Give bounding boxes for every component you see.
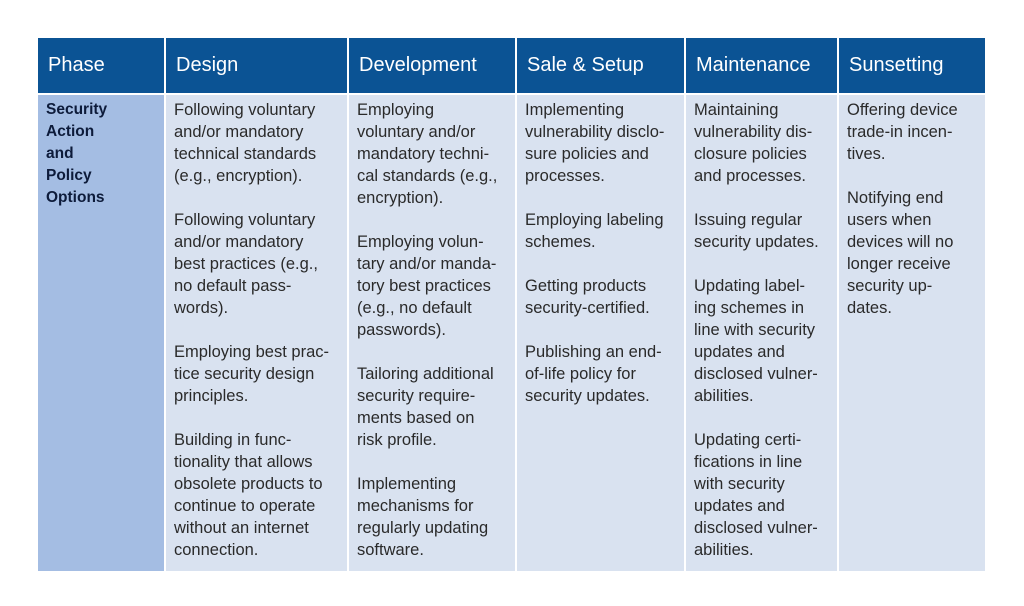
bullet-line: with security: [694, 475, 785, 493]
bullet-item: [847, 187, 977, 319]
bullet-line: best practices (e.g.,: [174, 255, 318, 273]
bullet-item: [847, 99, 977, 165]
row-label-security-action-policy-options: [38, 95, 164, 571]
bullet-line: voluntary and/or: [357, 123, 476, 141]
bullet-line: (e.g., no default: [357, 299, 472, 317]
bullet-line: disclosed vulner-: [694, 519, 818, 537]
bullet-item: [525, 341, 676, 407]
cell-design: [166, 95, 347, 571]
bullet-line: processes.: [525, 167, 605, 185]
bullet-line: mandatory techni-: [357, 145, 490, 163]
bullet-line: dates.: [847, 299, 892, 317]
bullet-item: [357, 231, 507, 341]
bullet-line: Implementing: [357, 475, 457, 493]
bullet-line: Updating certi-: [694, 431, 802, 449]
bullet-item: [357, 473, 507, 561]
bullet-line: principles.: [174, 387, 249, 405]
bullet-line: disclosed vulner-: [694, 365, 818, 383]
bullet-line: and/or mandatory: [174, 123, 304, 141]
cell-sale-setup: [517, 95, 684, 571]
bullet-line: software.: [357, 541, 424, 559]
bullet-line: vulnerability disclo-: [525, 123, 665, 141]
bullet-line: updates and: [694, 343, 785, 361]
bullet-item: [357, 99, 507, 209]
bullet-line: Issuing regular: [694, 211, 803, 229]
bullet-line: schemes.: [525, 233, 596, 251]
bullet-line: Offering device: [847, 101, 958, 119]
header-phase: Phase: [38, 38, 164, 93]
bullet-line: line with security: [694, 321, 816, 339]
header-maintenance: Maintenance: [686, 38, 837, 93]
header-design: Design: [166, 38, 347, 93]
bullet-line: security updates.: [694, 233, 819, 251]
bullet-item: [174, 209, 339, 319]
bullet-line: Notifying end: [847, 189, 944, 207]
bullet-line: tary and/or manda-: [357, 255, 497, 273]
header-sunsetting: Sunsetting: [839, 38, 985, 93]
row-label-line: Options: [46, 189, 105, 206]
bullet-line: obsolete products to: [174, 475, 323, 493]
bullet-item: [174, 341, 339, 407]
row-label-line: and: [46, 145, 74, 162]
header-sale-setup: Sale & Setup: [517, 38, 684, 93]
cell-maintenance: [686, 95, 837, 571]
bullet-line: Employing: [357, 101, 435, 119]
bullet-line: cal standards (e.g.,: [357, 167, 498, 185]
bullet-item: [525, 209, 676, 253]
cell-development: [349, 95, 515, 571]
bullet-item: [525, 275, 676, 319]
bullet-line: Building in func-: [174, 431, 292, 449]
bullet-line: devices will no: [847, 233, 954, 251]
bullet-item: [694, 99, 829, 187]
bullet-line: of-life policy for: [525, 365, 636, 383]
bullet-line: tice security design: [174, 365, 315, 383]
bullet-line: security updates.: [525, 387, 650, 405]
bullet-item: [694, 429, 829, 561]
bullet-line: continue to operate: [174, 497, 316, 515]
bullet-line: ing schemes in: [694, 299, 805, 317]
bullet-line: Getting products: [525, 277, 647, 295]
bullet-line: and processes.: [694, 167, 806, 185]
bullet-line: without an internet: [174, 519, 309, 537]
bullet-line: fications in line: [694, 453, 803, 471]
bullet-item: [357, 363, 507, 451]
bullet-line: security require-: [357, 387, 476, 405]
bullet-line: Tailoring additional: [357, 365, 494, 383]
bullet-line: Publishing an end-: [525, 343, 662, 361]
bullet-line: risk profile.: [357, 431, 437, 449]
header-development: Development: [349, 38, 515, 93]
bullet-line: abilities.: [694, 387, 754, 405]
bullet-line: Maintaining: [694, 101, 779, 119]
bullet-line: security-certified.: [525, 299, 650, 317]
bullet-line: Updating label-: [694, 277, 805, 295]
bullet-line: abilities.: [694, 541, 754, 559]
bullet-line: Employing labeling: [525, 211, 664, 229]
row-label-line: Policy: [46, 167, 92, 184]
bullet-line: tory best practices: [357, 277, 491, 295]
bullet-line: Following voluntary: [174, 101, 316, 119]
bullet-line: encryption).: [357, 189, 444, 207]
bullet-line: users when: [847, 211, 932, 229]
bullet-line: words).: [174, 299, 229, 317]
bullet-line: Employing best prac-: [174, 343, 329, 361]
bullet-line: connection.: [174, 541, 259, 559]
bullet-line: closure policies: [694, 145, 807, 163]
bullet-line: and/or mandatory: [174, 233, 304, 251]
bullet-line: technical standards: [174, 145, 317, 163]
security-phase-table: [38, 38, 985, 571]
bullet-line: tives.: [847, 145, 886, 163]
row-label-line: Security: [46, 101, 108, 118]
bullet-line: trade-in incen-: [847, 123, 953, 141]
bullet-line: mechanisms for: [357, 497, 474, 515]
bullet-line: no default pass-: [174, 277, 292, 295]
bullet-line: Implementing: [525, 101, 625, 119]
row-label-line: Action: [46, 123, 95, 140]
bullet-line: Following voluntary: [174, 211, 316, 229]
bullet-line: tionality that allows: [174, 453, 313, 471]
bullet-item: [174, 429, 339, 561]
bullet-item: [525, 99, 676, 187]
bullet-line: ments based on: [357, 409, 475, 427]
bullet-line: longer receive: [847, 255, 951, 273]
bullet-item: [174, 99, 339, 187]
bullet-line: updates and: [694, 497, 785, 515]
bullet-item: [694, 209, 829, 253]
cell-sunsetting: [839, 95, 985, 571]
bullet-line: sure policies and: [525, 145, 649, 163]
bullet-line: security up-: [847, 277, 933, 295]
bullet-line: Employing volun-: [357, 233, 484, 251]
bullet-line: (e.g., encryption).: [174, 167, 303, 185]
bullet-line: passwords).: [357, 321, 446, 339]
bullet-line: regularly updating: [357, 519, 489, 537]
bullet-item: [694, 275, 829, 407]
bullet-line: vulnerability dis-: [694, 123, 813, 141]
